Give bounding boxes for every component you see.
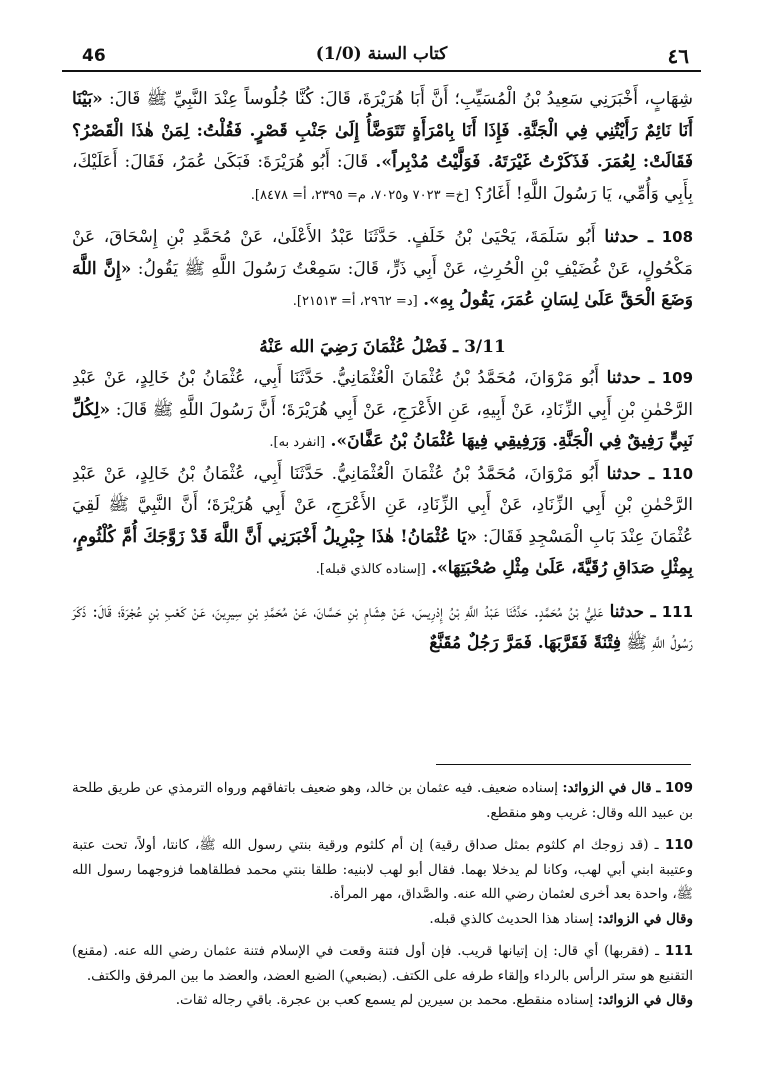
footnotes: [72, 776, 693, 1013]
chapter-heading: 3/11 ـ فَضْلُ عُثْمَانَ رَضِيَ الله عَنْهُ: [259, 336, 506, 357]
footnote-divider: [436, 764, 691, 765]
footnote-number: 110: [664, 837, 693, 853]
footnote-111: [72, 939, 693, 988]
hadith-text: «لِكُلِّ نَبِيٍّ رَفِيقٌ فِي الْجَنَّةِ. وَرَفِيقِي فِيهَا عُثْمَانُ بْنُ عَفَّانَ».: [72, 399, 693, 451]
hadith-lead: ـ حدثنا: [606, 463, 655, 484]
hadith-lead: ـ حدثنا: [609, 601, 656, 622]
running-title: (1/0) كتاب السنة: [315, 44, 448, 64]
hadith-lead: ـ حدثنا: [606, 368, 655, 388]
hadith-text: «يَا عُثْمَانُ! هٰذَا جِبْرِيلُ أَخْبَرَنِي أَنَّ اللَّهَ قَدْ زَوَّجَكَ أُمَّ كُلْثُومٍ، بِمِثْلِ صَدَاقِ رُقَيَّةَ، عَلَىٰ مِثْلِ صُحْبَتِهَا».: [72, 526, 693, 578]
reference: [انفرد به].: [269, 435, 326, 450]
hadith-number: 110: [661, 464, 694, 483]
narration-text: أَبُو مَرْوَانَ، مُحَمَّدُ بْنُ عُثْمَانَ الْعُثْمَانِيُّ. حَدَّثَنَا أَبِي، عُثْمَانُ بْنُ خَالِدٍ، عَنْ عَبْدِ الرَّحْمٰنِ بْنِ أَبِي الزِّنَادِ، عَنْ أَبِيهِ، عَنِ الأَعْرَجِ، عَنْ أَبِي هُرَيْرَةَ؛ أَنَّ رَسُولَ اللَّهِ ﷺ قَالَ:: [72, 368, 693, 420]
footnote-111-zawaid: [72, 988, 693, 1013]
page-header: [62, 40, 701, 72]
reference: [إسناده كالذي قبله].: [315, 562, 426, 577]
hadith-number: 108: [661, 228, 694, 246]
narration-text: أَبُو مَرْوَانَ، مُحَمَّدُ بْنُ عُثْمَانَ الْعُثْمَانِيُّ. حَدَّثَنَا أَبِي، عُثْمَانُ بْنُ خَالِدٍ، عَنْ عَبْدِ الرَّحْمٰنِ بْنِ أَبِي الزِّنَادِ، عَنْ أَبِي الزِّنَادِ، عَنِ الأَعْرَجِ، عَنْ أَبِي هُرَيْرَةَ؛ أَنَّ النَّبِيَّ ﷺ لَقِيَ عُثْمَانَ عِنْدَ بَابِ الْمَسْجِدِ فَقَالَ:: [72, 463, 693, 547]
page-number-latin: 46: [82, 46, 106, 66]
footnote-110-zawaid: [72, 907, 693, 932]
reference: [خ= ٧٠٢٣ و٧٠٢٥، م= ٢٣٩٥، أ= ٨٤٧٨].: [250, 187, 470, 203]
narration-text: شِهَابٍ، أَخْبَرَنِي سَعِيدُ بْنُ الْمُسَيِّبِ؛ أَنَّ أَبَا هُرَيْرَةَ، قَالَ: كُنَّا جُلُوساً عِنْدَ النَّبِيِّ ﷺ قَالَ:: [109, 89, 693, 109]
hadith-109: [72, 363, 693, 459]
hadith-108: [72, 222, 693, 318]
hadith-number: 111: [661, 602, 694, 621]
footnote-lead: ـ قال في الزوائد:: [562, 780, 661, 796]
narration-text-2: قَالَ: أَبُو هُرَيْرَةَ: فَبَكَىٰ عُمَرُ، فَقَالَ: أَعَلَيْكَ، بِأَبِي وَأُمِّي، يَا رَسُولَ اللَّهِ! أَغَارُ؟: [72, 152, 693, 204]
footnote-number: 111: [664, 943, 693, 959]
reference: [د= ٢٩٦٢، أ= ٢١٥١٣].: [292, 294, 418, 309]
hadith-111: [72, 597, 693, 660]
footnote-text: إسناد هذا الحديث كالذي قبله.: [429, 910, 594, 927]
main-text: [72, 84, 693, 660]
paragraph-continuation: [72, 84, 693, 211]
hadith-text: «إِنَّ اللَّهَ وَضَعَ الْحَقَّ عَلَىٰ لِسَانِ عُمَرَ، يَقُولُ بِهِ».: [72, 258, 693, 310]
footnote-109: [72, 776, 693, 825]
hadith-number: 109: [661, 369, 694, 387]
footnote-lead: وقال في الزوائد:: [597, 992, 693, 1008]
footnote-number: 109: [664, 780, 693, 796]
footnote-text: إسناده ضعيف. فيه عثمان بن خالد، وهو ضعيف باتفاقهم ورواه الترمذي عن طريق طلحة بن عبيد الله وقال: غريب وهو منقطع.: [72, 780, 693, 821]
hadith-110: [72, 459, 693, 586]
footnote-110: [72, 833, 693, 907]
hadith-text: «بَيْنَا أَنَا نَائِمٌ رَأَيْتُنِي فِي الْجَنَّةِ. فَإِذَا أَنَا بِامْرَأَةٍ تَتَوَضَّأُ إِلَىٰ جَنْبِ قَصْرٍ. فَقُلْتُ: لِمَنْ هٰذَا الْقَصْرُ؟ فَقَالَتْ: لِعُمَرَ. فَذَكَرْتُ غَيْرَتَهُ. فَوَلَّيْتُ مُدْبِراً».: [72, 89, 693, 172]
footnote-lead: وقال في الزوائد:: [597, 910, 693, 927]
narration-text: عَلِيُّ بْنُ مُحَمَّدٍ. حَدَّثَنَا عَبْدُ اللَّهِ بْنُ إِدْرِيسَ، عَنْ هِشَامِ بْنِ حَسَّانَ، عَنْ مُحَمَّدِ بْنِ سِيرِينَ، عَنْ كَعْبِ بْنِ عُجْرَةَ؛ قَالَ: ذَكَرَ رَسُولُ اللَّهِ ﷺ: [72, 601, 693, 653]
footnote-text: إسناده منقطع. محمد بن سيرين لم يسمع كعب بن عجرة. باقي رجاله ثقات.: [175, 992, 594, 1008]
narration-text: أَبُو سَلَمَةَ، يَحْيَىٰ بْنُ خَلَفٍ. حَدَّثَنَا عَبْدُ الأَعْلَىٰ، عَنْ مُحَمَّدِ بْنِ إِسْحَاقَ، عَنْ مَكْحُولٍ، عَنْ غُضَيْفِ بْنِ الْحُرِثِ، عَنْ أَبِي ذَرٍّ، قَالَ: سَمِعْتُ رَسُولَ اللَّهِ ﷺ يَقُولُ:: [72, 227, 693, 279]
page-number-arabic: ٤٦: [667, 44, 689, 68]
footnote-text: ـ (فقربها) أي قال: إن إتيانها قريب. فإن أول فتنة وقعت في الإسلام فتنة عثمان رضي الله عنه. (مقنع) التقنيع هو ستر الرأس بالرداء وإلقاء طرفه على الكتف. (بضبعي) الضبع العضد، والعضد ما بين المرفق والكتف.: [72, 943, 693, 984]
footnote-text: ـ (قد زوجك ام كلثوم بمثل صداق رقية) إن أم كلثوم ورقية بنتي رسول الله ﷺ، كانتا، أولاً، تحت عتبة وعتيبة ابني أبي لهب، وكانا لم يدخلا بهما. فقال أبو لهب لابنيه: طلقا بنتي محمد فطلقاهما فزوجهما رسول الله ﷺ، واحدة بعد أخرى لعثمان رضي الله عنه. والصَّداق، مهر المرأة.: [72, 837, 693, 902]
hadith-lead: ـ حدثنا: [604, 227, 654, 247]
hadith-text: فِتْنَةً فَقَرَّبَهَا. فَمَرَّ رَجُلٌ مُقَنَّعٌ: [429, 633, 621, 653]
